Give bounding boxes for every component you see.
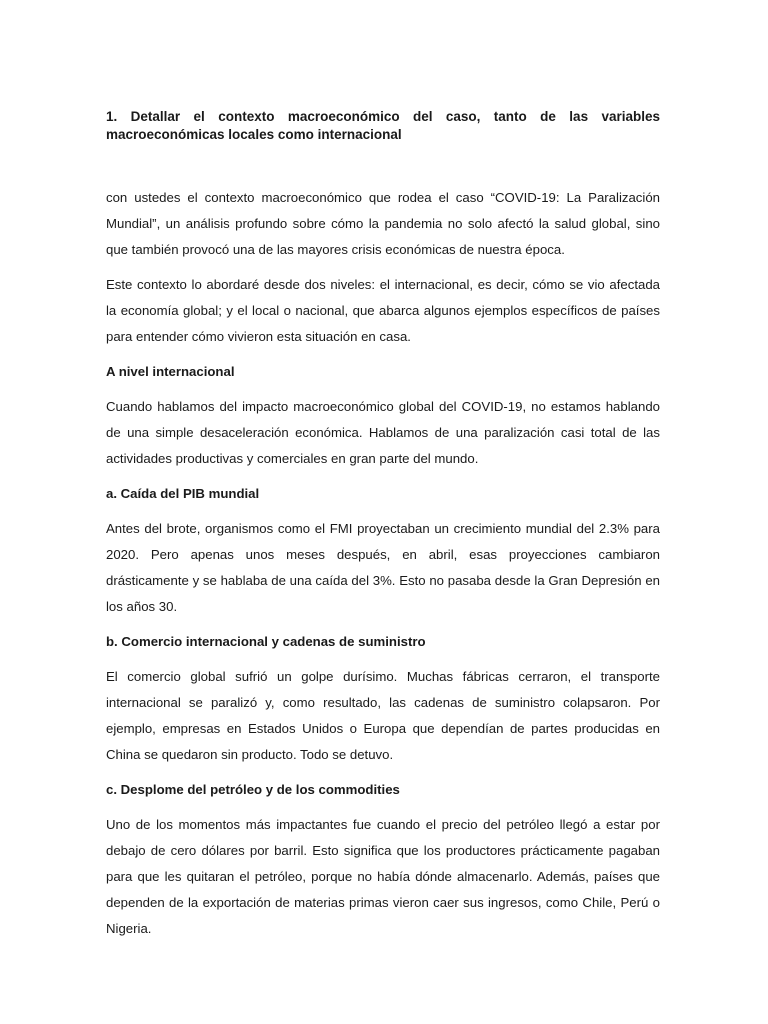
spacer — [106, 655, 660, 664]
section-heading: 1. Detallar el contexto macroeconómico del caso, tanto de las variables macroeconómicas locales como internacional — [106, 109, 660, 142]
spacer — [106, 385, 660, 394]
subheading-a: a. Caída del PIB mundial — [106, 486, 260, 501]
spacer — [106, 350, 660, 359]
spacer — [106, 620, 660, 629]
spacer — [106, 507, 660, 516]
spacer — [106, 472, 660, 481]
paragraph-a: Antes del brote, organismos como el FMI proyectaban un crecimiento mundial del 2.3% para 2020. Pero apenas unos meses después, en abril, esas proyecciones cambiaron drásticamente y se hablaba de una caída del 3%. Esto no pasaba desde la Gran Depresión en los años 30. — [106, 521, 660, 614]
spacer — [106, 263, 660, 272]
subheading-b: b. Comercio internacional y cadenas de suministro — [106, 634, 426, 649]
spacer — [106, 768, 660, 777]
subheading-international: A nivel internacional — [106, 364, 235, 379]
international-paragraph: Cuando hablamos del impacto macroeconómico global del COVID-19, no estamos hablando de una simple desaceleración económica. Hablamos de una paralización casi total de las actividades productivas y comerciales en gran parte del mundo. — [106, 399, 660, 466]
paragraph-b: El comercio global sufrió un golpe durísimo. Muchas fábricas cerraron, el transporte internacional se paralizó y, como resultado, las cadenas de suministro colapsaron. Por ejemplo, empresas en Estados Unidos o Europa que dependían de partes producidas en China se quedaron sin producto. Todo se detuvo. — [106, 669, 660, 762]
document-page — [106, 108, 660, 942]
intro-paragraph-1: con ustedes el contexto macroeconómico que rodea el caso “COVID-19: La Paralización Mundial”, un análisis profundo sobre cómo la pandemia no solo afectó la salud global, sino que también provocó una de las mayores crisis económicas de nuestra época. — [106, 190, 660, 257]
spacer — [106, 803, 660, 812]
spacer — [106, 144, 660, 188]
paragraph-c: Uno de los momentos más impactantes fue cuando el precio del petróleo llegó a estar por debajo de cero dólares por barril. Esto significa que los productores prácticamente pagaban para que les quitaran el petróleo, porque no había dónde almacenarlo. Además, países que dependen de la exportación de materias primas vieron caer sus ingresos, como Chile, Perú o Nigeria. — [106, 817, 660, 936]
subheading-c: c. Desplome del petróleo y de los commodities — [106, 782, 400, 797]
intro-paragraph-2: Este contexto lo abordaré desde dos niveles: el internacional, es decir, cómo se vio afectada la economía global; y el local o nacional, que abarca algunos ejemplos específicos de países para entender cómo vivieron esta situación en casa. — [106, 277, 660, 344]
